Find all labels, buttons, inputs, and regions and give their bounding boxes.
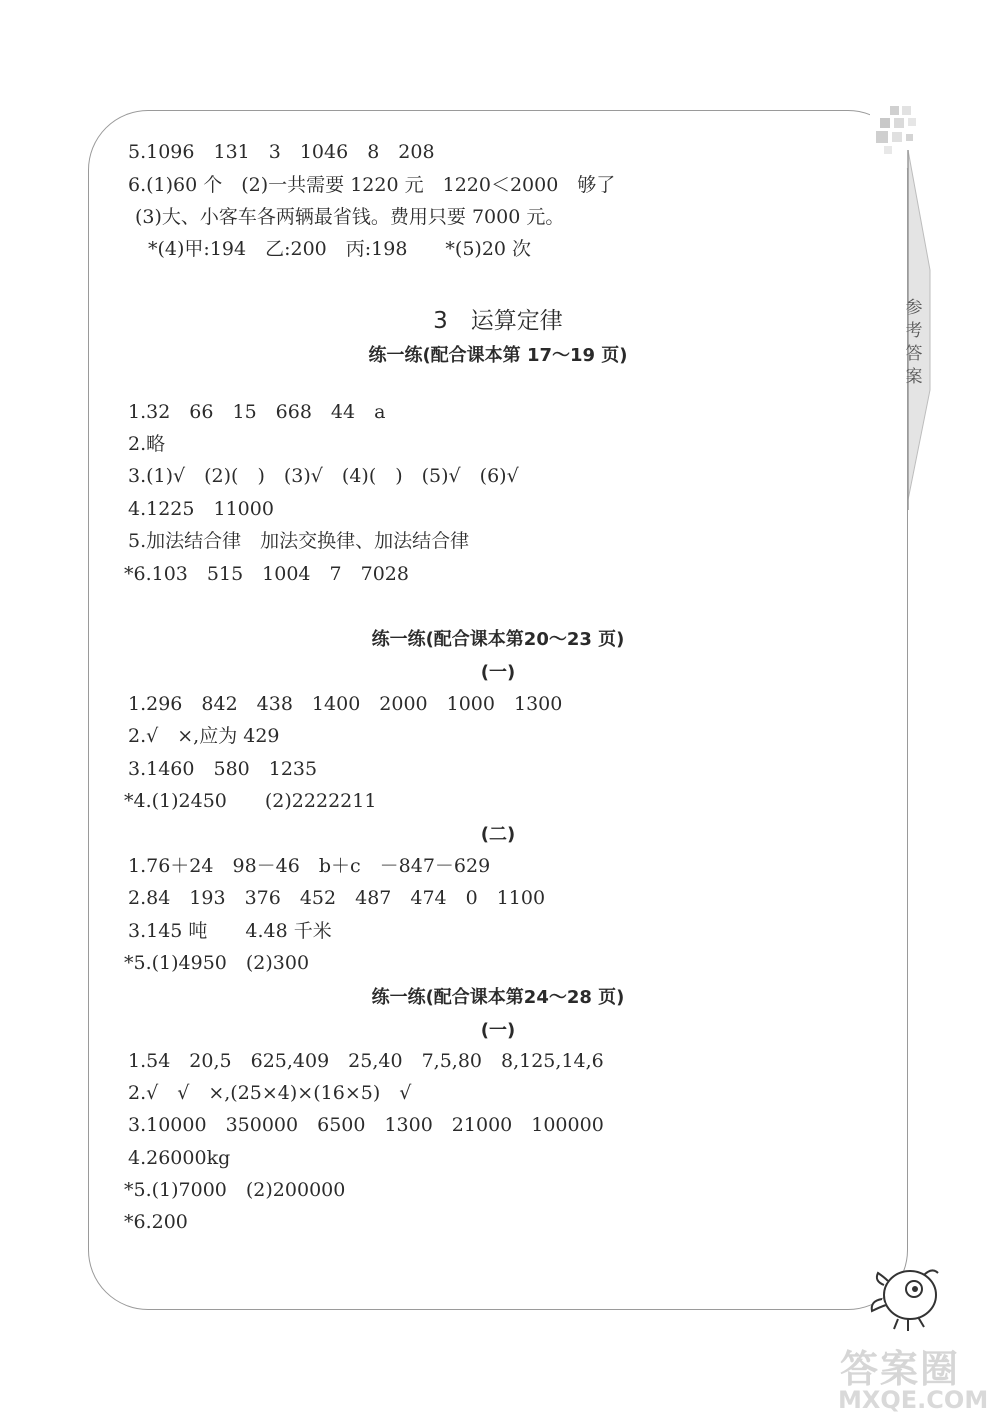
answer-line: *(4)甲:194 乙:200 丙:198 *(5)20 次 (148, 238, 532, 260)
exercise-heading: 练一练(配合课本第20～23 页) (371, 629, 625, 650)
answer-line: 4.26000kg (128, 1147, 231, 1169)
answer-line: 2.√ ×,应为 429 (128, 725, 280, 747)
watermark-logo: 答案圈 (840, 1347, 961, 1391)
answer-line: 1.54 20,5 625,409 25,40 7,5,80 8,125,14,6 (128, 1050, 604, 1072)
answer-line: 2.84 193 376 452 487 474 0 1100 (128, 887, 546, 909)
answer-line: *5.(1)7000 (2)200000 (124, 1179, 346, 1201)
watermark-url: MXQE.COM (838, 1386, 989, 1414)
side-label: 参考答案 (905, 298, 923, 387)
answer-line: 2.略 (128, 433, 166, 455)
answer-line: 6.(1)60 个 (2)一共需要 1220 元 1220＜2000 够了 (128, 174, 616, 196)
exercise-heading: 练一练(配合课本第 17～19 页) (368, 345, 628, 366)
sub-heading: (二) (480, 824, 516, 845)
answer-line: 3.10000 350000 6500 1300 21000 100000 (128, 1114, 604, 1136)
answer-line: 1.32 66 15 668 44 a (128, 401, 386, 423)
answer-line: *6.103 515 1004 7 7028 (124, 563, 409, 585)
mascot-icon (868, 1255, 948, 1335)
answer-line: *5.(1)4950 (2)300 (124, 952, 310, 974)
answer-line: 1.76＋24 98－46 b＋c －847－629 (128, 855, 491, 877)
sub-heading: (一) (480, 662, 516, 683)
answer-line: 3.1460 580 1235 (128, 758, 318, 780)
answer-line: *4.(1)2450 (2)2222211 (124, 790, 377, 812)
answer-line: 3.145 吨 4.48 千米 (128, 920, 332, 942)
answer-line: 2.√ √ ×,(25×4)×(16×5) √ (128, 1082, 412, 1104)
answer-line: 3.(1)√ (2)( ) (3)√ (4)( ) (5)√ (6)√ (128, 465, 519, 487)
sub-heading: (一) (480, 1020, 516, 1041)
section-title: 3 运算定律 (433, 308, 563, 334)
exercise-heading: 练一练(配合课本第24～28 页) (371, 987, 625, 1008)
answer-line: (3)大、小客车各两辆最省钱。费用只要 7000 元。 (135, 206, 565, 228)
answer-line: 5.1096 131 3 1046 8 208 (128, 141, 435, 163)
answer-line: 1.296 842 438 1400 2000 1000 1300 (128, 693, 563, 715)
answer-line: 4.1225 11000 (128, 498, 274, 520)
answer-line: *6.200 (124, 1211, 188, 1233)
answer-line: 5.加法结合律 加法交换律、加法结合律 (128, 530, 470, 552)
